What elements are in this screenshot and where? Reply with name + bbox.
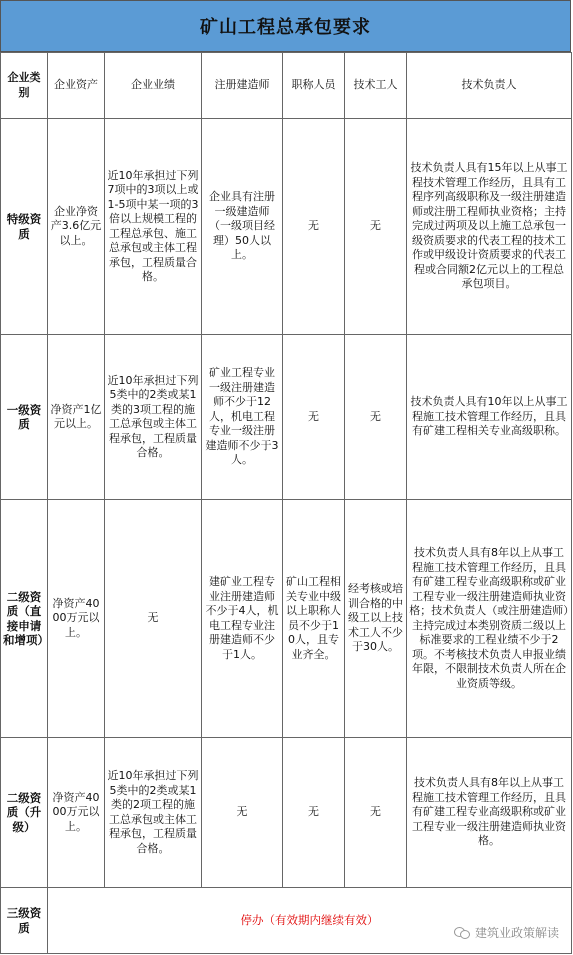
row-category: 一级资质: [1, 335, 48, 500]
table-row: [1, 119, 572, 335]
row-performance: 近10年承担过下列7项中的3项以上或1-5项中某一项的3倍以上规模工程的工程总承包、施工总承包或主体工程承包，工程质量合格。: [105, 119, 202, 335]
header-titled-staff: 职称人员: [283, 53, 345, 119]
row-titled-staff: 无: [283, 119, 345, 335]
row-tech-workers: 无: [345, 738, 407, 888]
wechat-icon: [454, 927, 470, 939]
row-assets: 净资产4000万元以上。: [48, 738, 105, 888]
header-category: 企业类别: [1, 53, 48, 119]
watermark: [454, 924, 559, 941]
row-constructors: 无: [202, 738, 283, 888]
row-tech-lead: 技术负责人具有10年以上从事工程施工技术管理工作经历，且具有矿建工程相关专业高级职称。: [407, 335, 572, 500]
table-row: [1, 335, 572, 500]
row-category: 二级资质（直接申请和增项）: [1, 500, 48, 738]
row-category: 二级资质（升级）: [1, 738, 48, 888]
row-titled-staff: 无: [283, 335, 345, 500]
table-row: [1, 500, 572, 738]
row-tech-lead: 技术负责人具有8年以上从事工程施工技术管理工作经历，且具有矿建工程专业高级职称或矿业工程专业一级注册建造师执业资格；技术负责人（或注册建造师）主持完成过本类别资质二级以上标准要求的工程业绩不少于2项。不考核技术负责人申报业绩年限，不限制技术负责人所在企业资质等级。: [407, 500, 572, 738]
table-row: [1, 738, 572, 888]
watermark-text: 建筑业政策解读: [474, 926, 559, 940]
row-tech-lead: 技术负责人具有15年以上从事工程技术管理工作经历，且具有工程序列高级职称及一级注册建造师或注册工程师执业资格；主持完成过两项及以上施工总承包一级资质要求的代表工程的技术工作或甲级设计资质要求的代表工程或合同额2亿元以上的工程总承包项目。: [407, 119, 572, 335]
header-tech-lead: 技术负责人: [407, 53, 572, 119]
header-tech-workers: 技术工人: [345, 53, 407, 119]
header-constructors: 注册建造师: [202, 53, 283, 119]
header-row: [1, 53, 572, 119]
row-constructors: 矿业工程专业一级注册建造师不少于12人，机电工程专业一级注册建造师不少于3人。: [202, 335, 283, 500]
row-assets: 净资产4000万元以上。: [48, 500, 105, 738]
row-assets: 净资产1亿元以上。: [48, 335, 105, 500]
row-performance: 无: [105, 500, 202, 738]
row-tech-workers: 经考核或培训合格的中级工以上技术工人不少于30人。: [345, 500, 407, 738]
row-tech-lead: 技术负责人具有8年以上从事工程施工技术管理工作经历，且具有矿建工程专业高级职称或矿业工程专业一级注册建造师执业资格。: [407, 738, 572, 888]
row-constructors: 建矿业工程专业注册建造师不少于4人，机电工程专业注册建造师不少于1人。: [202, 500, 283, 738]
row-performance: 近10年承担过下列5类中的2类或某1类的2项工程的施工总承包或主体工程承包，工程质量合格。: [105, 738, 202, 888]
requirements-table: [0, 52, 572, 954]
row-titled-staff: 矿山工程相关专业中级以上职称人员不少于10人，且专业齐全。: [283, 500, 345, 738]
row-constructors: 企业具有注册 一级建造师（一级项目经理）50人以上。: [202, 119, 283, 335]
row-performance: 近10年承担过下列5类中的2类或某1类的3项工程的施工总承包或主体工程承包，工程质量合格。: [105, 335, 202, 500]
page-title: 矿山工程总承包要求: [0, 0, 571, 52]
table-row-level3: [1, 888, 572, 954]
row-tech-workers: 无: [345, 119, 407, 335]
row-tech-workers: 无: [345, 335, 407, 500]
header-assets: 企业资产: [48, 53, 105, 119]
row-titled-staff: 无: [283, 738, 345, 888]
row-category: 特级资质: [1, 119, 48, 335]
row-assets: 企业净资产3.6亿元以上。: [48, 119, 105, 335]
row-category: 三级资质: [1, 888, 48, 954]
header-performance: 企业业绩: [105, 53, 202, 119]
level3-note: 停办（有效期内继续有效）: [48, 888, 572, 954]
